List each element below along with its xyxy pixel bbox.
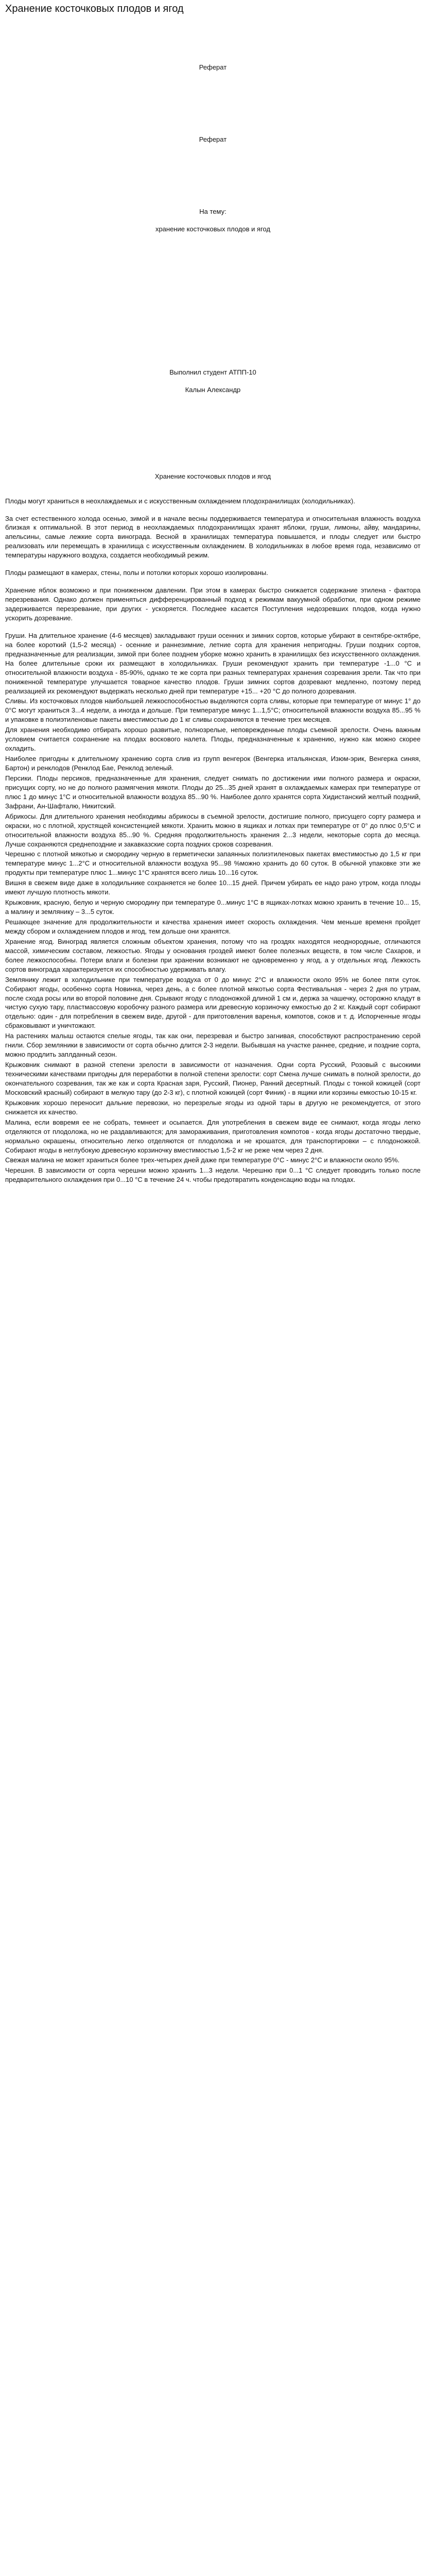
spacer: [5, 216, 421, 225]
spacer: [5, 481, 421, 497]
paragraph: Крыжовник хорошо переносит дальние перевозки, но перезрелые ягоды из одной тары в другую не рекомендуется, от этого снижается их качество.: [5, 1098, 421, 1116]
paragraph: Черешня. В зависимости от сорта черешни можно хранить 1...3 недели. Черешню при 0...1 °С следует проводить только после предварительного охлаждения при 0...10 °С в течение 24 ч. чтобы предотвратить конденсацию воды на плодах.: [5, 1166, 421, 1184]
paragraph: Крыжовник снимают в разной степени зрелости в зависимости от назначения. Одни сорта Русский, Розовый с высокими техническими качествами пригодны для переработки в полной степени зрелости: сорт Смена лучше снимать в полной зрелости, до окончательного созревания, так же как и сорта Красная заря, Русский, Пионер, Ранний десертный. Плоды с тонкой кожицей (сорт Московский красный) собирают в мелкую тару (до 2-3 кг), с плотной кожицей (сорт Финик) - в ящики или корзины емкостью 10-15 кг.: [5, 1061, 421, 1096]
cover-topic-label: На тему:: [199, 207, 226, 215]
paragraph: Персики. Плоды персиков, предназначенные для хранения, следует снимать по достижении ими полного размера и окраски, присущих сорту, но не до полного размягчения мякоти. Плоды до 25...35 дней хранят в охлаждаемых камерах при температуре от плюс 1 до минус 1°С и относительной влажности воздуха 85...90 %. Наиболее долго хранятся сорта Хидистанский желтый поздний, Зафрани, Ан-Шафталю, Никитский.: [5, 774, 421, 810]
paragraph: Плоды могут храниться в неохлаждаемых и с искусственным охлаждением плодохранилищах (холодильниках).: [5, 497, 355, 505]
paragraph: Хранение яблок возможно и при пониженном давлении. При этом в камерах быстро снижается содержание этилена - фактора перезревания. Однако должен применяться дифференцированный подход к режимам вакуумной обработки, при одном режиме задерживается перезревание, при других - ускоряется. Последнее касается Поступления недозревших плодов, когда нужно ускорить дозревание.: [5, 586, 421, 622]
paragraph: Крыжовник, красную, белую и черную смородину при температуре 0...минус 1°С в ящиках-лотках можно хранить в течение 10... 15, а малину и землянику – 3...5 суток.: [5, 899, 421, 916]
body-heading: Хранение косточковых плодов и ягод: [154, 472, 271, 480]
paragraph: Плоды размещают в камерах, стены, полы и потолки которых хорошо изолированы.: [5, 569, 268, 577]
spacer: [5, 72, 421, 135]
paragraph: Груши. На длительное хранение (4-6 месяцев) закладывают груши осенних и зимних сортов, которые убирают в сентябре-октябре, на более короткий (1,5-2 месяца) - осенние и раннезимние, летние сорта для хранения непригодны. Груши поздних сортов, предназначенные для реализации, зимой при более позднем уборке можно хранить в хранилищах без искусственного охлаждения. На более длительные сроки их размещают в холодильниках. Груши рекомендуют хранить при температуре -1...0 °С и относительной влажности воздуха - 85-90%, однако те же сорта при разных температурах хранения созревания зрели. Так что при пониженной температуре улучшается товарное качество плодов. Груши зимних сортов дозревают медленно, поэтому перед реализацией их рекомендуют выдержать несколько дней при температуре +15... +20 °С до полного дозревания.: [5, 631, 421, 695]
spacer: [5, 395, 421, 472]
paragraph: Землянику лежит в холодильнике при температуре воздуха от 0 до минус 2°С и влажности около 95% не более пяти суток. Собирают ягоды, особенно сорта Новинка, через день, а с более плотной мякотью сорта Фестивальная - через 2 дня по утрам, после схода росы или во второй половине дня. Срывают ягоду с плодоножкой длиной 1 см и, держа за чашечку, осторожно кладут в чистую сухую тару, пластмассовую коробочку разного размера или древесную корзиночку емкостью до 2 кг. Каждый сорт собирают отдельно: один - для потребления в свежем виде, другой - для приготовления варенья, компотов, соков и т. д. Испорченные ягоды сбраковывают и уничтожают.: [5, 975, 421, 1030]
cover-author-line: Выполнил студент АТПП-10: [169, 368, 256, 376]
document-page: [0, 2, 426, 1184]
cover-author-name: Калын Александр: [185, 385, 241, 394]
spacer: [5, 234, 421, 368]
paragraph: Малина, если вовремя ее не собрать, темнеет и осыпается. Для употребления в свежем виде ее снимают, когда ягоды легко отделяются от плодоложа, но не раздавливаются; для замораживания, приготовления компотов - когда ягоды достаточно твердые, нормально окрашены, относительно легко отделяются от плодоложа и не крошатся, для транспортировки – с плодоножкой. Собирают ягоды в неглубокую древесную корзиночку вместимостью 1,5-2 кг не реже чем через 2 дня.: [5, 1118, 421, 1154]
paragraph: Сливы. Из косточковых плодов наибольшей лежкоспособностью выделяются сорта сливы, которые при температуре от минус 1° до 0°С могут храниться 3...4 недели, а иногда и дольше. При температуре минус 1...1,5°С; относительной влажности воздуха 85...95 % и упаковке в полиэтиленовые пакеты вместимостью до 1 кг сливы сохраняются в течение трех месяцев.: [5, 697, 421, 724]
paragraph: Свежая малина не может храниться более трех-четырех дней даже при температуре 0°С - минус 2°С и влажности около 95%.: [5, 1156, 400, 1164]
cover-referat-1: Реферат: [199, 63, 227, 71]
cover-topic-text: хранение косточковых плодов и ягод: [155, 225, 271, 233]
paragraph: Вишня в свежем виде даже в холодильнике сохраняется не более 10...15 дней. Причем убирать ее надо рано утром, когда плоды имеют лучшую плотность мякоти.: [5, 879, 421, 896]
paragraph: Абрикосы. Для длительного хранения необходимы абрикосы в съемной зрелости, достигшие полного, присущего сорту размера и окраски, но с плотной, хрустящей консистенцией мякоти. Хранить можно в ящиках и лотках при температуре от 0° до плюс 0,5°С и относительной влажности воздуха 85...90 %. Средняя продолжительность хранения 2...3 недели, некоторые сорта до месяца. Лучше сохраняются среднепоздние и закавказские сорта поздних сроков созревания.: [5, 812, 421, 848]
paragraph: Решающее значение для продолжительности и качества хранения имеет скорость охлаждения. Чем меньше временя пройдет между сбором и охлаждением плодов и ягод, тем дольше они хранятся.: [5, 918, 421, 935]
document-title: Хранение косточковых плодов и ягод: [5, 3, 184, 14]
spacer: [5, 15, 421, 63]
spacer: [5, 377, 421, 385]
paragraph: На растениях малыш остаются спелые ягоды, так как они, перезревая и быстро загнивая, способствуют распространению серой гнили. Сбор земляники в зависимости от сорта обычно длится 2-3 недели. Выбывшая на участке раннее, средние, и поздние сорта, можно продлить заплданный сезон.: [5, 1032, 421, 1059]
paragraph: Наиболее пригодны к длительному хранению сорта слив из групп венгерок (Венгерка итальянская, Изюм-эрик, Венгерка синяя, Бартон) и ренклодов (Ренклод Бае, Ренклод зеленый.: [5, 755, 421, 772]
paragraph: За счет естественного холода осенью, зимой и в начале весны поддерживается температура и относительная влажность воздуха близкая к оптимальной. В этот период в неохлаждаемых плодохранилищах хранят яблоки, груши, лимоны, айву, мандарины, апельсины, самые лежкие сорта винограда. Весной в хранилищах температура повышается, и плоды следует или быстро реализовать или перемещать в хранилища с искусственным охлаждением. В холодильниках в любое время года, независимо от температуры наружного воздуха, создается необходимый режим.: [5, 514, 421, 560]
paragraph: Для хранения необходимо отбирать хорошо развитые, полнозрелые, неповрежденные плоды съемной зрелости. Очень важным условием считается сохранение на плодах воскового налета. Плоды, предназначенные к хранению, нужно как можно скорее охладить.: [5, 726, 421, 753]
cover-referat-2: Реферат: [199, 135, 227, 143]
paragraph: Черешню с плотной мякотью и смородину черную в герметически запаянных полиэтиленовых пакетах вместимостью до 1,5 кг при температуре минус 1...2°С и относительной влажности воздуха 95...98 %можно хранить до 60 суток. В обычной упаковке эти же продукты при температуре плюс 1...минус 1°С хранятся всего лишь 10...16 суток.: [5, 850, 421, 877]
spacer: [5, 144, 421, 207]
body-text: [5, 497, 421, 1185]
paragraph: Хранение ягод. Виноград является сложным объектом хранения, потому что на гроздях находятся неоднородные, отличаются массой, химическим составом, лежкостью. Ягоды у основания гроздей имеют более полезных веществ, в том числе Сахаров, и более лежкоспособны. Потери влаги и болезни при хранении возникают не одновременно у ягод, а у отдельных ягод. Лежкость сортов винограда характеризуется их способностью удерживать влагу.: [5, 937, 421, 973]
